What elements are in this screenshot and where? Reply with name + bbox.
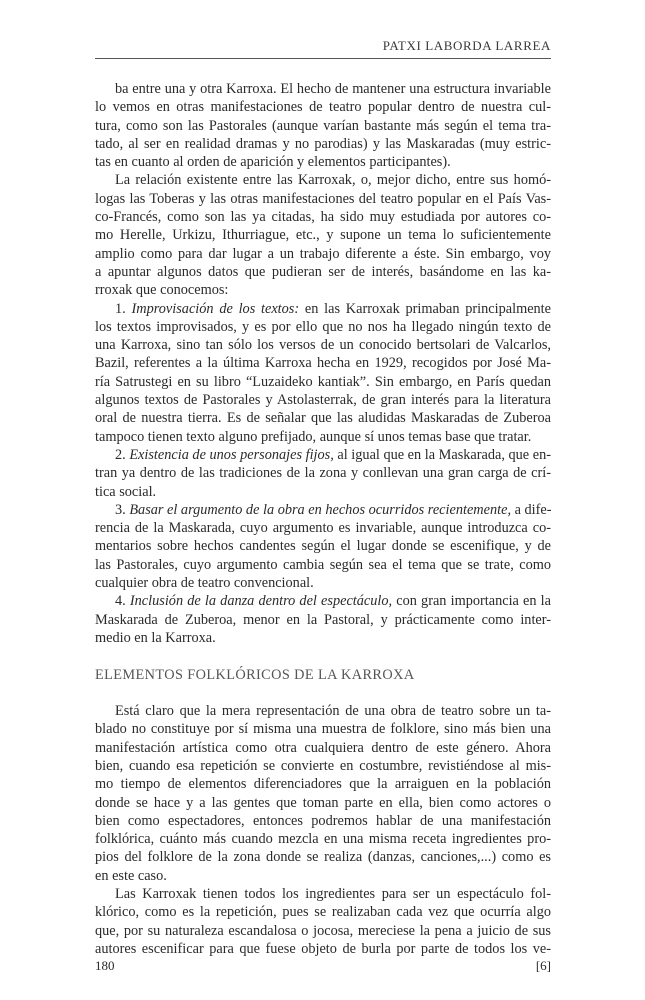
item-first-line <box>95 592 551 610</box>
running-head: PATXI LABORDA LARREA <box>382 38 551 53</box>
section-title: ELEMENTOS FOLKLÓRICOS DE LA KARROXA <box>95 666 415 683</box>
text-line: amplio como para dar lugar a un trabajo diferente a éste. Sin embargo, voy <box>95 245 551 262</box>
header-rule <box>95 58 551 59</box>
list-item-1 <box>95 300 551 446</box>
paragraph-1 <box>95 80 551 171</box>
item-number: 4. <box>115 593 126 610</box>
item-first-line <box>95 501 551 519</box>
item-heading: Inclusión de la danza dentro del espectáculo, <box>129 593 393 610</box>
text-line: rroxak que conocemos: <box>95 282 229 299</box>
text-line: autores escenificar para que fuese objeto de burla por parte de todos los ve- <box>95 940 551 957</box>
page-reference: [6] <box>535 958 551 973</box>
text-line: La relación existente entre las Karroxak, o, mejor dicho, entre sus homó- <box>115 172 551 189</box>
item-number: 3. <box>115 501 126 518</box>
text-line: Bazil, referentes a la última Karroxa hecha en 1929, recogidos por José Ma- <box>95 355 551 372</box>
text-line: en este caso. <box>95 867 167 884</box>
paragraph-4 <box>95 885 551 958</box>
list-item-3 <box>95 501 551 592</box>
text-line: co-Francés, como son las ya citadas, ha sido muy estudiada por autores co- <box>95 209 551 226</box>
text-line: tura, como son las Pastorales (aunque varían bastante más según el tema tra- <box>95 117 551 134</box>
list-item-4 <box>95 592 551 647</box>
text-line: Está claro que la mera representación de una obra de teatro sobre un ta- <box>115 703 551 720</box>
text-line: los textos improvisados, y es por ello que no nos ha llegado ningún texto de <box>95 318 551 335</box>
text-line: medio en la Karroxa. <box>95 629 216 646</box>
text-line: ba entre una y otra Karroxa. El hecho de mantener una estructura invariable <box>115 81 551 97</box>
text-line: klórico, como es la repetición, pues se realizaban cada vez que ocurría algo <box>95 904 551 921</box>
item-number: 2. <box>115 446 126 463</box>
text-line: logas las Toberas y las otras manifestaciones del teatro popular en el País Vas- <box>95 190 551 207</box>
item-number: 1. <box>115 300 126 317</box>
item-first-line <box>95 446 551 464</box>
text-line: tado, al ser en realidad dramas y no parodias) y las Maskaradas (muy estric- <box>95 135 551 152</box>
section-gap <box>95 647 551 665</box>
text-line: las Pastorales, cuyo argumento cambia según sea el tema que se trate, como <box>95 556 551 573</box>
text-line: manifestación artística como otra cualquiera dentro de este género. Ahora <box>95 739 551 756</box>
text-line: pios del folklore de la zona donde se realiza (danzas, canciones,...) como es <box>95 849 551 866</box>
text-line: donde se hace y a las gentes que toman parte en ella, bien como actores o <box>95 794 551 811</box>
text-line: rencia de la Maskarada, cuyo argumento es invariable, aunque introduzca co- <box>95 520 551 537</box>
text-line: tica social. <box>95 483 157 500</box>
paragraph-3 <box>95 702 551 885</box>
text-line: Maskarada de Zuberoa, menor en la Pastoral, y prácticamente como inter- <box>95 611 551 628</box>
text-line: folklórica, cuánto más cuando mezcla en una misma receta ingredientes pro- <box>95 831 551 848</box>
item-text: a dife- <box>511 501 552 518</box>
text-line: bien como espectadores, entonces podremos hablar de una manifestación <box>95 812 551 829</box>
item-heading: Existencia de unos personajes fijos, <box>129 446 334 463</box>
item-text: al igual que en la Maskarada, que en- <box>333 446 551 463</box>
body-text <box>95 80 551 958</box>
text-line: que, por su naturaleza escandalosa o jocosa, mereciese la pena a juicio de sus <box>95 922 551 939</box>
text-line: mo Herelle, Urkizu, Ithurriague, etc., y supone un tema lo suficientemente <box>95 227 551 244</box>
item-heading: Improvisación de los textos: <box>131 300 300 317</box>
text-line: cualquier obra de teatro convencional. <box>95 575 314 592</box>
text-line: ría Satrustegi en su libro “Luzaideko kantiak”. Sin embargo, en París quedan <box>95 373 551 390</box>
text-line: bien, cuando esa repetición se convierte en costumbre, revistiéndose al mis- <box>95 757 551 774</box>
item-text: en las Karroxak primaban principalmente <box>299 300 552 317</box>
text-line: a apuntar algunos datos que pudieran ser de interés, basándome en las ka- <box>95 263 551 280</box>
text-line: lo vemos en otras manifestaciones de teatro popular dentro de nuestra cul- <box>95 99 551 116</box>
item-first-line <box>95 300 551 318</box>
text-line: mo tiempo de elementos diferenciadores que la arraiguen en la población <box>95 776 551 793</box>
text-line: mentarios sobre hechos candentes según el lugar donde se escenifique, y de <box>95 538 551 555</box>
text-line: tas en cuanto al orden de aparición y elementos participantes). <box>95 154 451 171</box>
paragraph-2 <box>95 171 551 299</box>
list-item-2 <box>95 446 551 501</box>
text-line: Las Karroxak tienen todos los ingredientes para ser un espectáculo fol- <box>115 886 551 903</box>
text-line: tran ya dentro de las tradiciones de la zona y conllevan una gran carga de crí- <box>95 465 551 482</box>
text-line: una Karroxa, sino tan sólo los versos de un conocido bertsolari de Valcarlos, <box>95 337 551 354</box>
text-line: tampoco tienen texto alguno prefijado, aunque sí unos temas base que tratar. <box>95 428 532 445</box>
page-number: 180 <box>95 958 115 973</box>
item-heading: Basar el argumento de la obra en hechos ocurridos recientemente, <box>129 501 512 518</box>
text-line: oral de nuestra tierra. Es de señalar que las aludidas Maskaradas de Zuberoa <box>95 410 551 427</box>
text-line: blado no constituye por sí misma una muestra de folklore, sino más bien una <box>95 721 551 738</box>
text-line: algunos textos de Pastorales y Astolasterrak, de gran interés para la literatura <box>95 392 551 409</box>
item-text: con gran importancia en la <box>392 593 552 610</box>
